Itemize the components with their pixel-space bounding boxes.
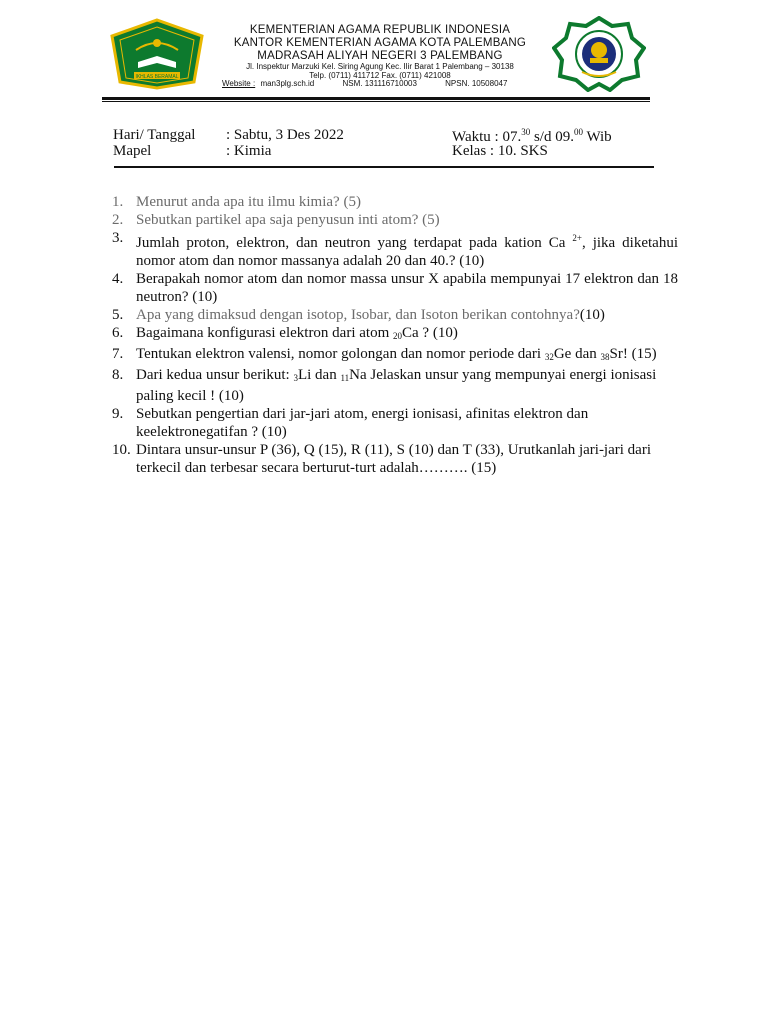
info-divider xyxy=(114,166,654,168)
npsn-value: NPSN. 10508047 xyxy=(445,79,508,88)
question-text: Berapakah nomor atom dan nomor massa unsur X apabila mempunyai 17 elektron dan 18 neutron? (10) xyxy=(136,271,678,305)
question-text-cont: Ge dan xyxy=(553,346,601,362)
waktu-mid: s/d 09. xyxy=(530,129,574,145)
question-number: 8. xyxy=(112,367,124,383)
atomic-number-subscript: 38 xyxy=(600,352,610,362)
mapel-value: : Kimia xyxy=(226,143,272,159)
question-list xyxy=(112,193,678,477)
website-label: Website : xyxy=(222,79,256,88)
question-number: 5. xyxy=(112,307,124,323)
question-text: Sebutkan partikel apa saja penyusun inti atom? (5) xyxy=(136,212,440,228)
question-number: 6. xyxy=(112,325,124,341)
question-text-cont: Ca ? (10) xyxy=(402,325,458,341)
question-text: Jumlah proton, elektron, dan neutron yang terdapat pada kation Ca xyxy=(136,235,573,251)
waktu-end-minutes: 00 xyxy=(573,127,583,137)
question-number: 4. xyxy=(112,271,124,287)
letterhead-address: Jl. Inspektur Marzuki Kel. Siring Agung Kec. Ilir Barat 1 Palembang – 30138 xyxy=(246,62,514,71)
atomic-number-subscript: 11 xyxy=(340,373,350,383)
atomic-number-subscript: 32 xyxy=(544,352,554,362)
website-value: man3plg.sch.id xyxy=(260,79,315,88)
school-logo xyxy=(552,16,646,92)
atomic-number-subscript: 3 xyxy=(293,373,298,383)
letterhead-office: KANTOR KEMENTERIAN AGAMA KOTA PALEMBANG xyxy=(233,37,527,49)
letterhead-divider-thin xyxy=(102,101,650,102)
question-item xyxy=(112,193,678,211)
question-text-cont: Na Jelaskan unsur yang mempunyai energi ionisasi paling kecil ! (10) xyxy=(136,367,657,404)
question-text: Dintara unsur-unsur P (36), Q (15), R (11), S (10) dan T (33), Urutkanlah jari-jari dari terkecil dan terbesar secara berturut-turt adalah………. (15) xyxy=(136,442,651,476)
letterhead-school: MADRASAH ALIYAH NEGERI 3 PALEMBANG xyxy=(257,50,503,62)
question-item xyxy=(112,211,678,229)
question-item xyxy=(112,324,678,345)
question-item xyxy=(112,229,678,270)
question-number: 2. xyxy=(112,212,124,228)
atomic-number-subscript: 20 xyxy=(393,331,402,341)
question-text: Menurut anda apa itu ilmu kimia? (5) xyxy=(136,194,361,210)
letterhead-phone: Telp. (0711) 411712 Fax. (0711) 421008 xyxy=(309,71,451,80)
mapel-label: Mapel xyxy=(113,143,152,159)
question-text: Tentukan elektron valensi, nomor golongan dan nomor periode dari xyxy=(136,346,545,362)
question-number: 1. xyxy=(112,194,124,210)
hari-value: : Sabtu, 3 Des 2022 xyxy=(226,127,344,143)
kelas-value: Kelas : 10. SKS xyxy=(452,143,548,159)
letterhead-ministry: KEMENTERIAN AGAMA REPUBLIK INDONESIA xyxy=(249,24,511,36)
nsm-value: NSM. 131116710003 xyxy=(342,79,417,88)
hari-label: Hari/ Tanggal xyxy=(113,127,196,143)
question-item xyxy=(112,306,678,324)
ministry-logo xyxy=(108,18,206,90)
logo-motto: IKHLAS BERAMAL xyxy=(135,74,179,80)
question-text-cont: Li dan xyxy=(297,367,341,383)
question-text: Bagaimana konfigurasi elektron dari atom xyxy=(136,325,393,341)
question-item xyxy=(112,405,678,441)
question-score: (10) xyxy=(579,307,605,323)
question-text: Dari kedua unsur berikut: xyxy=(136,367,294,383)
question-number: 3. xyxy=(112,230,124,246)
question-item xyxy=(112,345,678,366)
letterhead-divider-thick xyxy=(102,97,650,100)
waktu-suffix: Wib xyxy=(582,129,612,145)
letterhead-contact-line xyxy=(222,79,507,88)
question-text-cont: , jika diketahui nomor atom dan nomor massanya adalah 20 dan 40.? (10) xyxy=(136,235,678,269)
question-number: 9. xyxy=(112,406,124,422)
question-text: Sebutkan pengertian dari jar-jari atom, energi ionisasi, afinitas elektron dan keelektronegatifan ? (10) xyxy=(136,406,589,440)
question-item xyxy=(112,366,678,405)
question-item xyxy=(112,270,678,306)
question-item xyxy=(112,441,678,477)
question-text: Apa yang dimaksud dengan isotop, Isobar, dan Isoton berikan contohnya? xyxy=(136,307,580,323)
question-number: 7. xyxy=(112,346,124,362)
waktu-prefix: Waktu : 07. xyxy=(452,129,522,145)
charge-superscript: 2+ xyxy=(572,233,582,243)
waktu-start-minutes: 30 xyxy=(521,127,531,137)
question-number: 10. xyxy=(112,442,131,458)
question-text-cont: Sr! (15) xyxy=(609,346,657,362)
